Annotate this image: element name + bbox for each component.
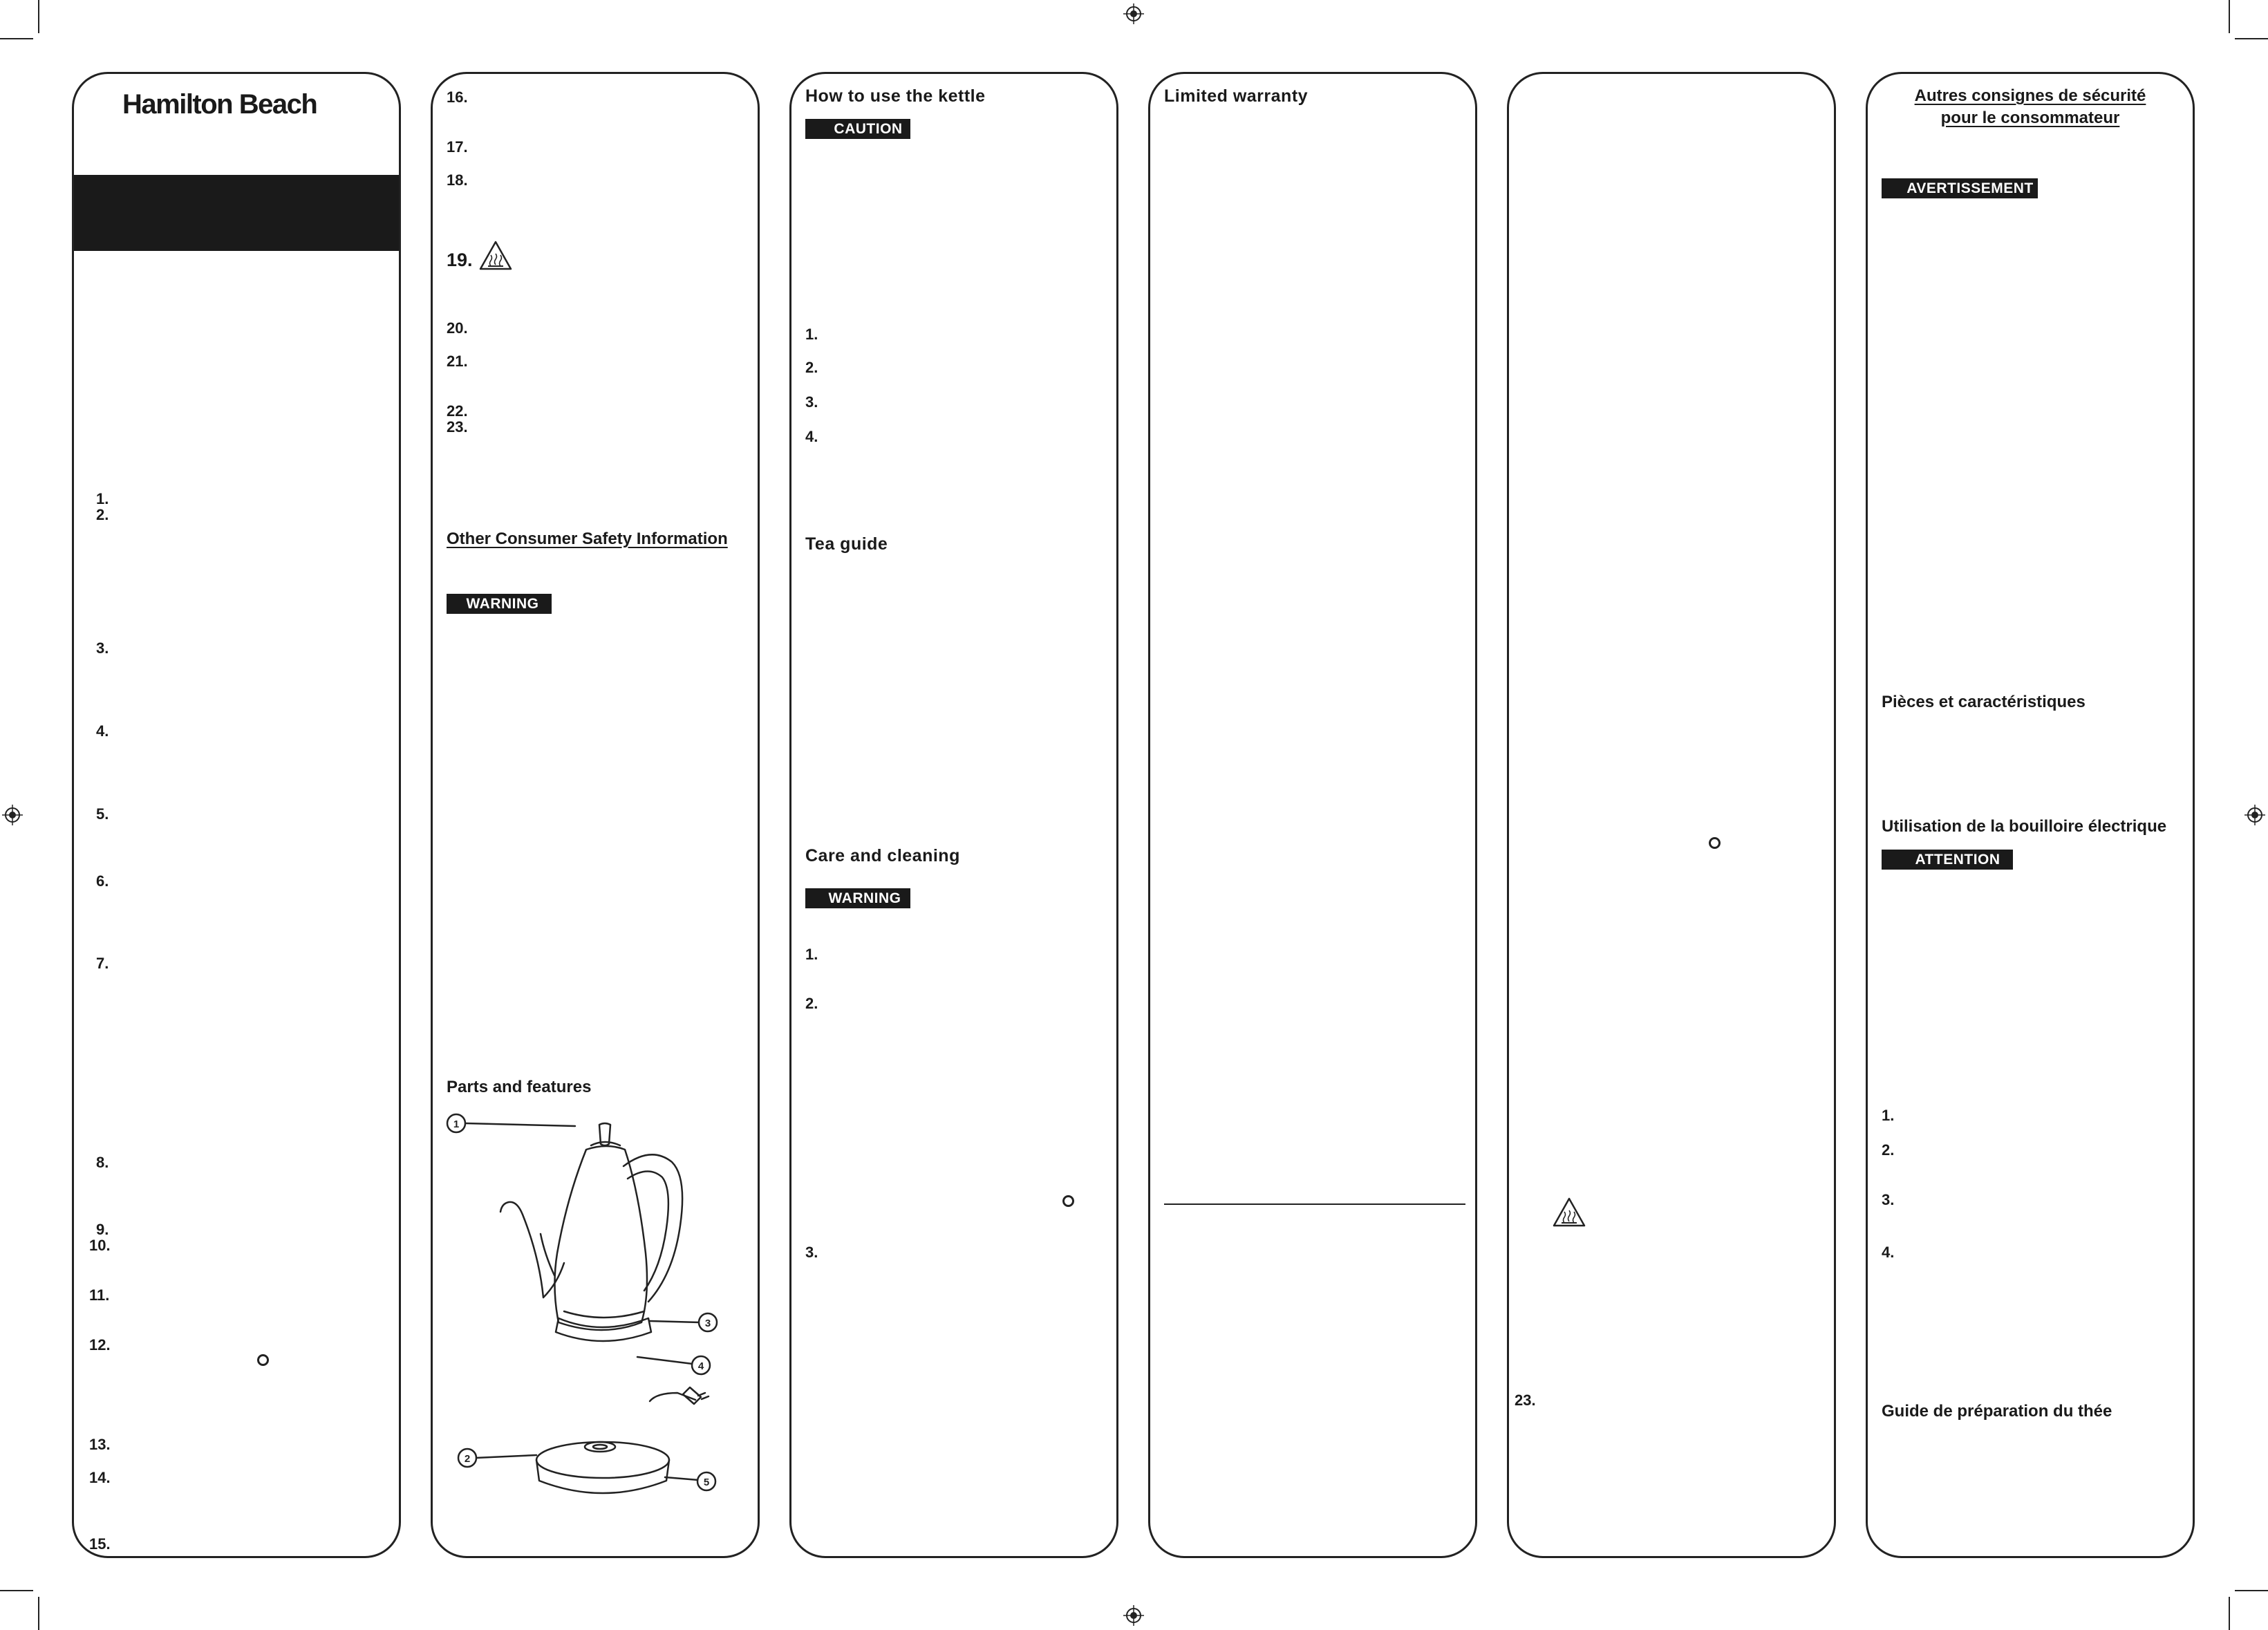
- list-number: 3.: [805, 393, 818, 411]
- crop-mark: [38, 1597, 39, 1630]
- crop-mark: [2229, 1597, 2230, 1630]
- section-heading: Pièces et caractéristiques: [1882, 693, 2086, 711]
- callout-number: 1: [453, 1118, 460, 1130]
- section-heading: Care and cleaning: [805, 846, 960, 865]
- list-number: 19.: [447, 250, 473, 270]
- list-number: 11.: [89, 1286, 110, 1304]
- section-heading: Tea guide: [805, 534, 888, 554]
- crop-mark: [38, 0, 39, 33]
- registration-mark-icon: [1123, 1605, 1144, 1626]
- crop-mark: [2235, 1590, 2268, 1591]
- section-heading: Guide de préparation du thée: [1882, 1402, 2112, 1421]
- callout-number: 3: [704, 1318, 711, 1329]
- list-number: 1.: [805, 326, 818, 343]
- section-heading: Limited warranty: [1164, 86, 1309, 106]
- section-heading: Other Consumer Safety Information: [447, 530, 728, 548]
- callout-number: 4: [697, 1360, 704, 1372]
- section-heading: pour le consommateur: [1940, 109, 2120, 127]
- list-number: 3.: [805, 1244, 818, 1261]
- panel-warranty: [1148, 72, 1477, 1558]
- warning-badge: AVERTISSEMENT: [1882, 178, 2038, 198]
- callout-number: 2: [464, 1453, 471, 1465]
- section-heading: Autres consignes de sécurité: [1914, 86, 2146, 105]
- divider: [1164, 1203, 1465, 1205]
- list-number: 5.: [96, 805, 109, 823]
- panel-blank: [1507, 72, 1836, 1558]
- crop-mark: [2229, 0, 2230, 33]
- list-number: 23.: [447, 418, 468, 435]
- section-heading: How to use the kettle: [805, 86, 986, 106]
- warning-badge: WARNING: [447, 594, 552, 614]
- list-number: 9.: [96, 1221, 109, 1238]
- list-number: 7.: [96, 955, 109, 972]
- list-number: 16.: [447, 88, 468, 106]
- list-number: 6.: [96, 872, 109, 890]
- list-number: 4.: [805, 428, 818, 445]
- list-number: 1.: [96, 490, 109, 507]
- panel-how-to-use: [789, 72, 1118, 1558]
- crop-mark: [2235, 38, 2268, 39]
- warning-badge: WARNING: [805, 888, 910, 908]
- list-number: 14.: [89, 1469, 111, 1486]
- list-number: 17.: [447, 138, 468, 156]
- list-number: 8.: [96, 1154, 109, 1171]
- degree-ring-icon: [257, 1354, 269, 1366]
- list-number: 3.: [1882, 1191, 1895, 1208]
- callout-number: 5: [703, 1477, 710, 1488]
- registration-mark-icon: [2244, 805, 2265, 825]
- hot-surface-warning-icon: [1552, 1197, 1586, 1228]
- crop-mark: [0, 38, 33, 39]
- list-number: 20.: [447, 319, 468, 337]
- caution-badge: CAUTION: [805, 119, 910, 139]
- list-number: 22.: [447, 402, 468, 420]
- list-number: 13.: [89, 1436, 111, 1453]
- list-number: 12.: [89, 1336, 111, 1353]
- list-number: 2.: [805, 359, 818, 376]
- hot-surface-warning-icon: [478, 240, 513, 272]
- list-number: 1.: [1882, 1107, 1895, 1124]
- section-heading: Utilisation de la bouilloire électrique: [1882, 817, 2167, 836]
- panel-safety-continued: [431, 72, 760, 1558]
- degree-ring-icon: [1709, 837, 1721, 849]
- caution-badge: ATTENTION: [1882, 850, 2013, 870]
- section-heading: Parts and features: [447, 1078, 592, 1096]
- list-number: 2.: [1882, 1141, 1895, 1159]
- panel-french: [1866, 72, 2195, 1558]
- panel-cover: [72, 72, 401, 1558]
- list-number: 21.: [447, 353, 468, 370]
- list-number: 4.: [96, 722, 109, 740]
- list-number: 18.: [447, 171, 468, 189]
- list-number: 1.: [805, 946, 818, 963]
- kettle-illustration: [442, 1111, 733, 1526]
- registration-mark-icon: [2, 805, 23, 825]
- list-number: 4.: [1882, 1244, 1895, 1261]
- crop-mark: [0, 1590, 33, 1591]
- brand-logo: Hamilton Beach: [122, 89, 317, 120]
- list-number: 10.: [89, 1237, 111, 1254]
- list-number: 23.: [1515, 1392, 1536, 1409]
- list-number: 2.: [96, 506, 109, 523]
- title-band: [74, 175, 401, 251]
- registration-mark-icon: [1123, 3, 1144, 24]
- degree-ring-icon: [1062, 1195, 1074, 1207]
- list-number: 3.: [96, 639, 109, 657]
- list-number: 2.: [805, 995, 818, 1012]
- list-number: 15.: [89, 1535, 111, 1553]
